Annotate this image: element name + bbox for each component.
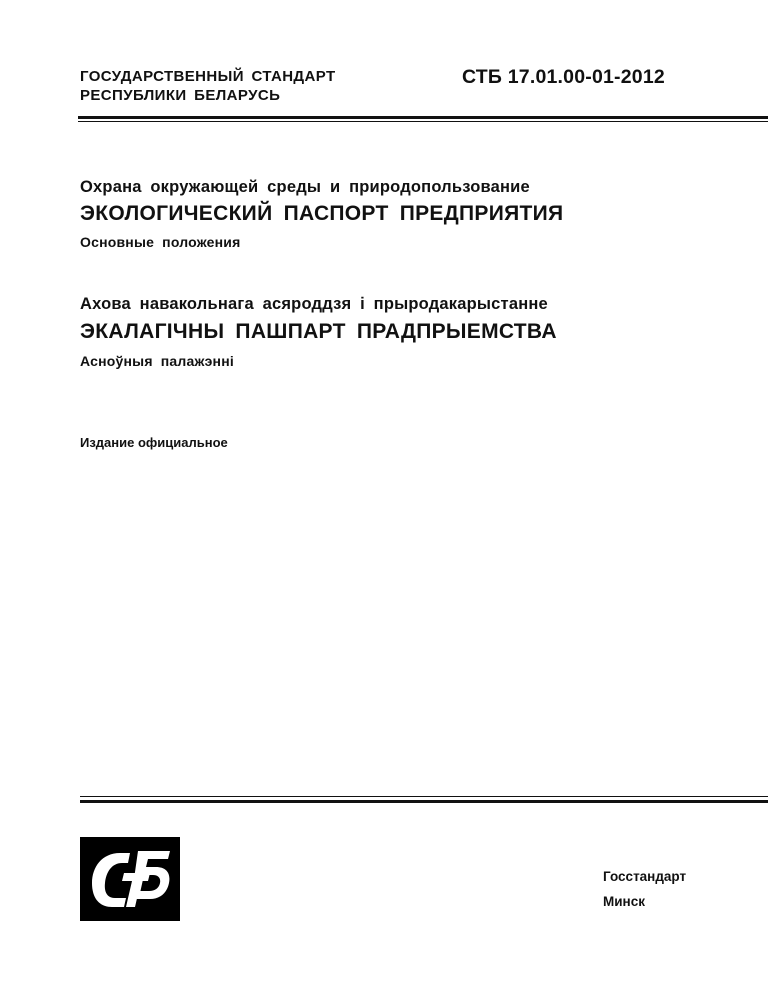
ru-document-subtitle: Основные положения [80, 234, 241, 250]
issuing-body [80, 67, 336, 105]
stb-logo-mark [80, 837, 180, 921]
publisher-city: Минск [603, 894, 645, 909]
issuing-body-line2: РЕСПУБЛИКИ БЕЛАРУСЬ [80, 87, 281, 104]
stb-logo [80, 837, 180, 921]
issuing-body-line1: ГОСУДАРСТВЕННЫЙ СТАНДАРТ [80, 68, 336, 85]
header-rule-thick [78, 116, 768, 119]
footer-rule-thick [80, 800, 768, 803]
standard-number: СТБ 17.01.00-01-2012 [462, 66, 665, 88]
by-field-title: Ахова навакольнага асяроддзя і прыродакарыстанне [80, 295, 548, 313]
ru-document-title: ЭКОЛОГИЧЕСКИЙ ПАСПОРТ ПРЕДПРИЯТИЯ [80, 202, 564, 225]
by-document-subtitle: Асноўныя палажэнні [80, 353, 234, 369]
header-rule-thin [78, 121, 768, 122]
footer-rule-thin [80, 796, 768, 797]
by-document-title: ЭКАЛАГІЧНЫ ПАШПАРТ ПРАДПРЫЕМСТВА [80, 320, 557, 343]
ru-field-title: Охрана окружающей среды и природопользование [80, 178, 530, 196]
publisher-name: Госстандарт [603, 869, 687, 884]
edition-note: Издание официальное [80, 435, 228, 450]
